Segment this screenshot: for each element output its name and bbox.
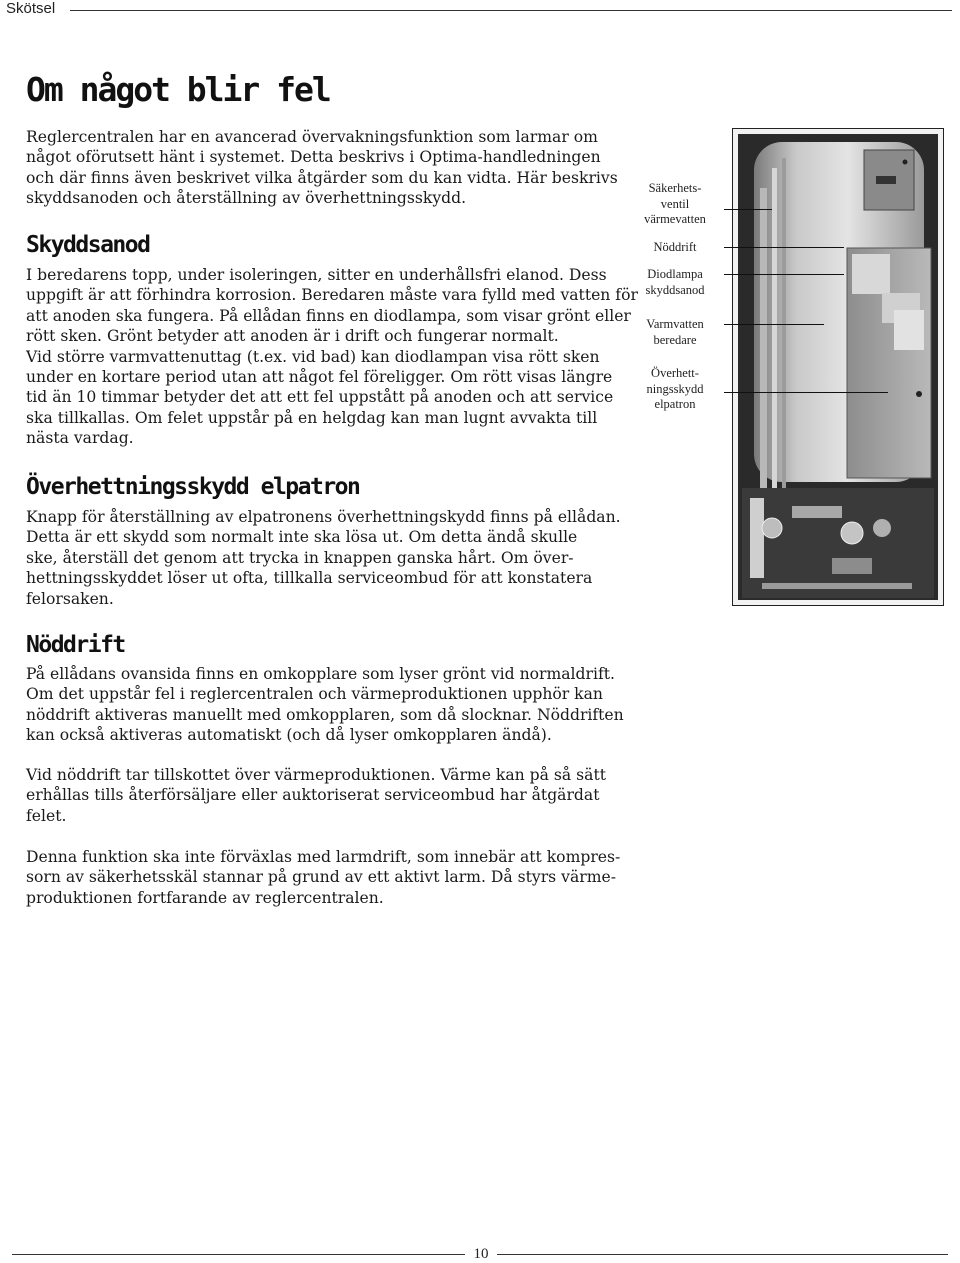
skyddsanod-line: Vid större varmvattenuttag (t.ex. vid bad) kan diodlampan visa rött sken	[26, 347, 600, 366]
callout-line: skyddsanod	[645, 282, 705, 297]
skyddsanod-line: nästa vardag.	[26, 429, 134, 448]
callout-line: Överhett-	[651, 366, 699, 380]
callout-overhettningsskydd	[622, 366, 728, 413]
overhettning-line: Knapp för återställning av elpatronens överhettningskydd finns på ellådan.	[26, 508, 621, 526]
noddrift-heading: Nöddrift	[26, 632, 125, 658]
page-number: 10	[473, 1246, 489, 1262]
callout-varmvatten	[622, 317, 728, 348]
skyddsanod-line: tid än 10 timmar betyder det att ett fel uppstått på anoden och att service	[26, 388, 614, 407]
skyddsanod-line: ska tillkallas. Om felet uppstår på en helgdag kan man lugnt avvakta till	[26, 408, 598, 427]
intro-line: och där finns även beskrivet vilka åtgärder som du kan vidta. Här beskrivs	[26, 168, 618, 187]
noddrift-line: produktionen fortfarande av reglercentralen.	[26, 888, 384, 907]
leader-line	[724, 247, 844, 248]
noddrift-paragraph-1	[26, 664, 624, 746]
skyddsanod-line: rött sken. Grönt betyder att anoden är i drift och fungerar normalt.	[26, 327, 559, 346]
callout-line: ningsskydd	[646, 381, 704, 396]
header-section-label: Skötsel	[6, 0, 56, 17]
leader-line	[724, 392, 888, 393]
callout-sakerhetsventil	[622, 181, 728, 228]
header-rule	[70, 10, 952, 11]
overhettning-line: felorsaken.	[26, 589, 114, 608]
overhettning-line: hettningsskyddet löser ut ofta, tillkalla serviceombud för att konstatera	[26, 569, 593, 588]
skyddsanod-heading: Skyddsanod	[26, 232, 150, 258]
noddrift-line: Denna funktion ska inte förväxlas med larmdrift, som innebär att kompres-	[26, 848, 621, 866]
overhettning-paragraph	[26, 507, 621, 609]
callout-line: Varmvatten	[646, 317, 704, 331]
leader-line	[724, 209, 772, 210]
callout-diodlampa	[622, 267, 728, 298]
heat-pump-illustration	[732, 128, 944, 606]
callout-line: beredare	[653, 332, 697, 347]
skyddsanod-paragraph	[26, 265, 638, 449]
leader-line	[724, 274, 844, 275]
noddrift-line: nöddrift aktiveras manuellt med omkopplaren, som då slocknar. Nöddriften	[26, 705, 624, 724]
overhettning-line: ske, återställ det genom att trycka in knappen ganska hårt. Om över-	[26, 548, 574, 567]
footer-rule	[12, 1254, 465, 1255]
intro-line: Reglercentralen har en avancerad övervakningsfunktion som larmar om	[26, 128, 598, 146]
skyddsanod-line: under en kortare period utan att något fel föreligger. Om rött visas längre	[26, 368, 613, 387]
callout-line: elpatron	[654, 397, 696, 411]
leader-line	[724, 324, 824, 325]
noddrift-paragraph-3	[26, 847, 620, 908]
noddrift-paragraph-2	[26, 765, 606, 826]
page-title: Om något blir fel	[26, 70, 330, 109]
skyddsanod-line: att anoden ska fungera. På ellådan finns en diodlampa, som visar grönt eller	[26, 306, 631, 325]
overhettning-heading: Överhettningsskydd elpatron	[26, 474, 360, 500]
noddrift-line: sorn av säkerhetsskäl stannar på grund av ett aktivt larm. Då styrs värme-	[26, 868, 616, 887]
callout-line: Säkerhets-	[648, 181, 702, 195]
callout-line: värmevatten	[644, 212, 706, 226]
noddrift-line: Vid nöddrift tar tillskottet över värmeproduktionen. Värme kan på så sätt	[26, 766, 606, 784]
intro-line: skyddsanoden och återställning av överhettningsskydd.	[26, 189, 467, 208]
noddrift-line: På ellådans ovansida finns en omkopplare som lyser grönt vid normaldrift.	[26, 665, 615, 683]
callout-noddrift	[622, 240, 728, 256]
callout-line: ventil	[660, 196, 690, 211]
callout-line: Diodlampa	[647, 267, 703, 281]
noddrift-line: kan också aktiveras automatiskt (och då lyser omkopplaren ändå).	[26, 726, 552, 745]
callout-line: Nöddrift	[653, 240, 697, 254]
intro-paragraph	[26, 127, 618, 209]
overhettning-line: Detta är ett skydd som normalt inte ska lösa ut. Om detta ändå skulle	[26, 528, 578, 547]
noddrift-line: felet.	[26, 806, 67, 825]
footer-rule	[497, 1254, 948, 1255]
skyddsanod-line: I beredarens topp, under isoleringen, sitter en underhållsfri elanod. Dess	[26, 266, 607, 284]
noddrift-line: Om det uppstår fel i reglercentralen och värmeproduktionen upphör kan	[26, 685, 603, 704]
intro-line: något oförutsett hänt i systemet. Detta beskrivs i Optima-handledningen	[26, 148, 601, 167]
noddrift-line: erhållas tills återförsäljare eller auktoriserat serviceombud har åtgärdat	[26, 786, 600, 805]
skyddsanod-line: uppgift är att förhindra korrosion. Beredaren måste vara fylld med vatten för	[26, 286, 638, 305]
